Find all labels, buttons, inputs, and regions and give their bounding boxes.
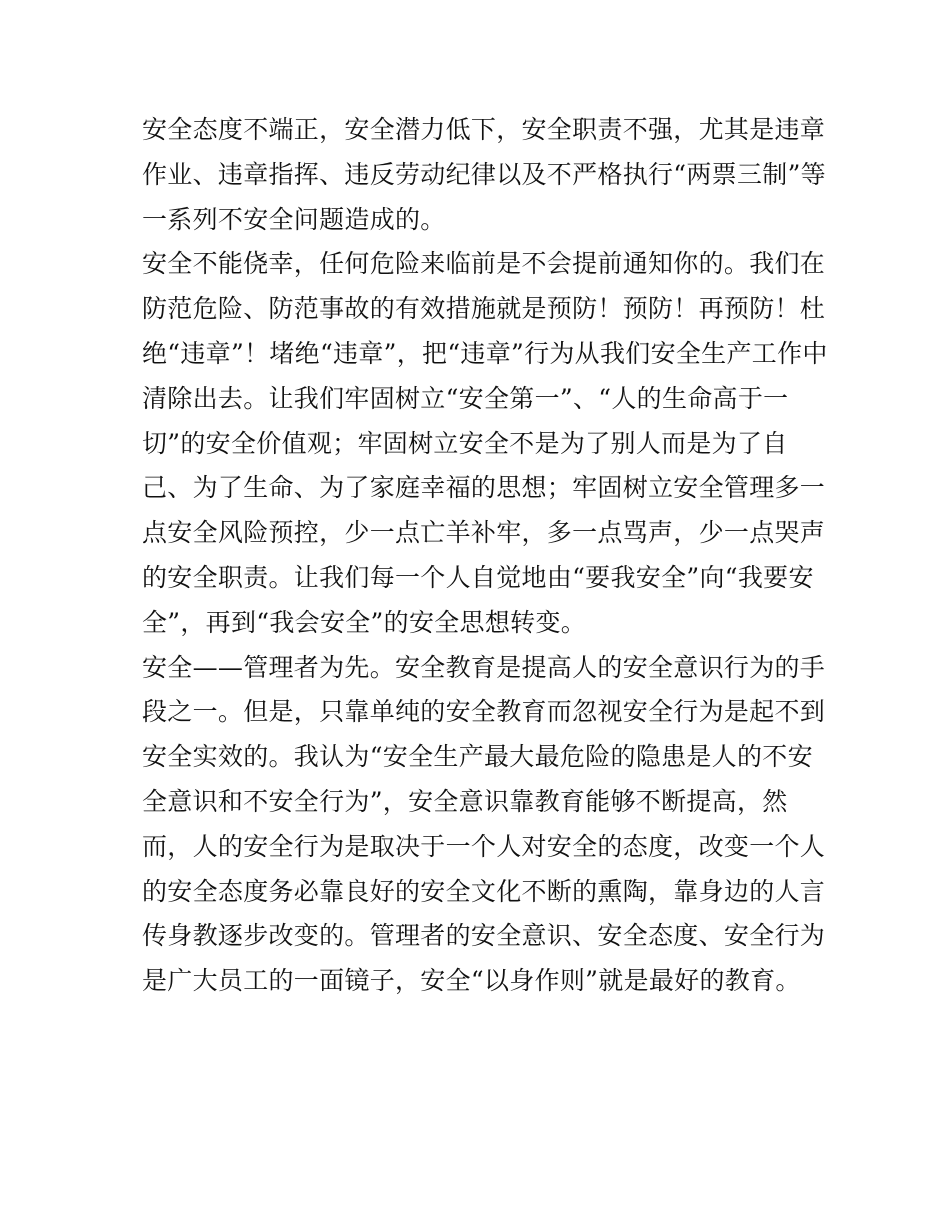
- text-line: 清除出去。让我们牢固树立“安全第一”、“人的生命高于一: [142, 383, 789, 413]
- text-line: 全意识和不安全行为”，安全意识靠教育能够不断提高，然: [142, 786, 788, 816]
- text-line: 切”的安全价值观；牢固树立安全不是为了别人而是为了自: [142, 428, 788, 458]
- text-line: 一系列不安全问题造成的。: [142, 204, 446, 234]
- text-line: 点安全风险预控，少一点亡羊补牢，多一点骂声，少一点哭声: [142, 518, 826, 548]
- text-line: 传身教逐步改变的。管理者的安全意识、安全态度、安全行为: [142, 921, 826, 951]
- text-line: 安全态度不端正，安全潜力低下，安全职责不强，尤其是违章: [142, 115, 826, 144]
- text-line: 全”，再到“我会安全”的安全思想转变。: [142, 607, 587, 637]
- text-line: 的安全职责。让我们每一个人自觉地由“要我安全”向“我要安: [142, 562, 814, 592]
- body-text: [142, 108, 828, 1004]
- text-line: 而，人的安全行为是取决于一个人对安全的态度，改变一个人: [142, 831, 826, 861]
- text-line: 安全实效的。我认为“安全生产最大最危险的隐患是人的不安: [142, 742, 813, 772]
- text-line: 的安全态度务必靠良好的安全文化不断的熏陶，靠身边的人言: [142, 876, 826, 906]
- text-line: 防范危险、防范事故的有效措施就是预防！预防！再预防！杜: [142, 294, 826, 324]
- text-line: 段之一。但是，只靠单纯的安全教育而忽视安全行为是起不到: [142, 697, 826, 727]
- text-line: 绝“违章”！堵绝“违章”，把“违章”行为从我们安全生产工作中: [142, 338, 828, 368]
- text-line: 作业、违章指挥、违反劳动纪律以及不严格执行“两票三制”等: [142, 159, 826, 189]
- text-line: 是广大员工的一面镜子，安全“以身作则”就是最好的教育。: [142, 966, 801, 996]
- text-line: 安全不能侥幸，任何危险来临前是不会提前通知你的。我们在: [142, 249, 826, 279]
- text-line: 己、为了生命、为了家庭幸福的思想；牢固树立安全管理多一: [142, 473, 826, 503]
- text-line: 安全——管理者为先。安全教育是提高人的安全意识行为的手: [142, 652, 826, 682]
